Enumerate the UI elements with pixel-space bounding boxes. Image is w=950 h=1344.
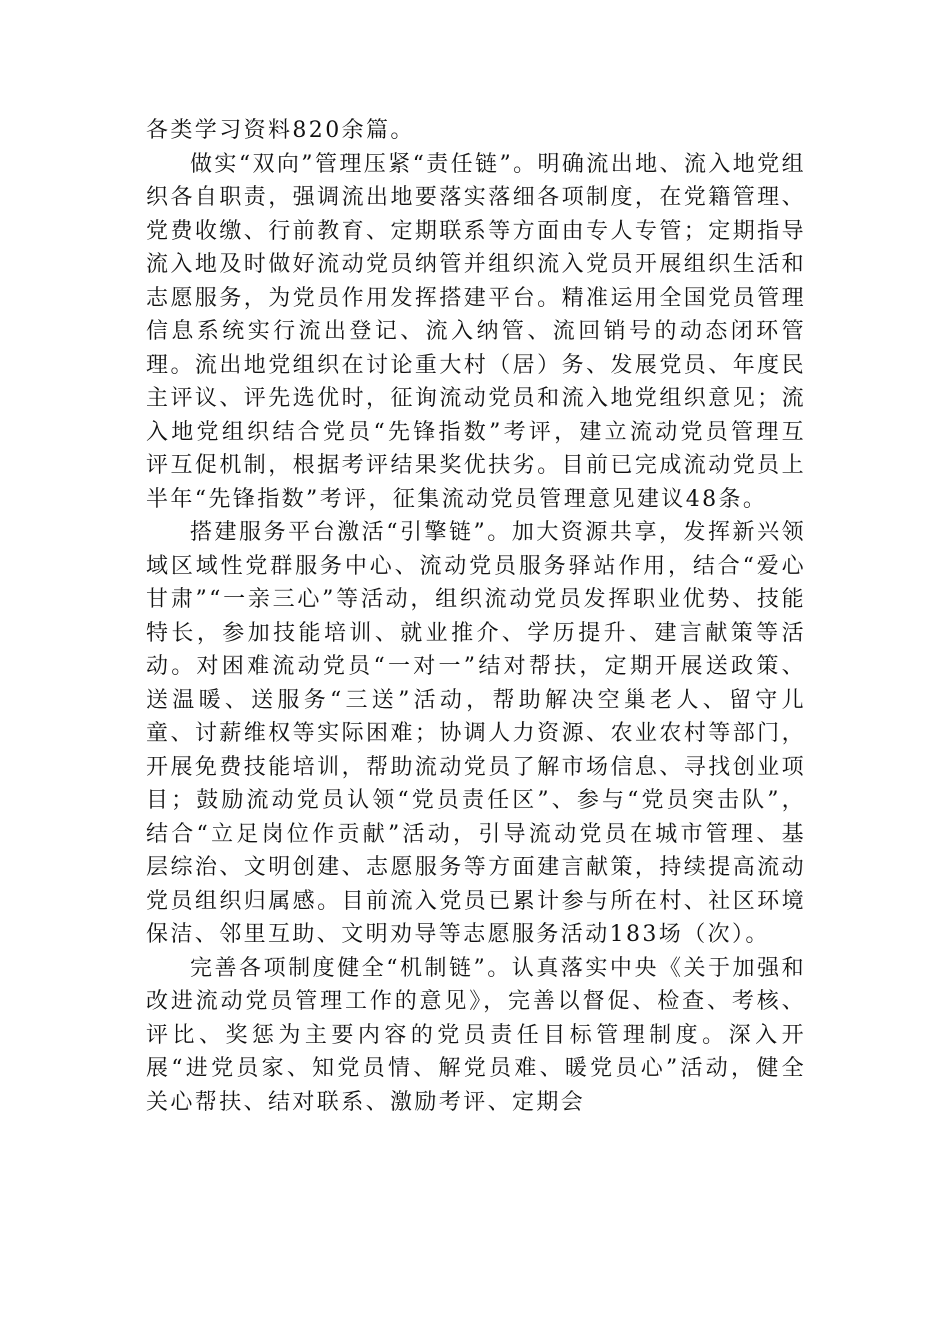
paragraph-mechanism-chain: 完善各项制度健全“机制链”。认真落实中央《关于加强和改进流动党员管理工作的意见》，完善以督促、检查、考核、评比、奖惩为主要内容的党员责任目标管理制度。深入开展“进党员家、知党员情、解党员难、暖党员心”活动，健全关心帮扶、结对联系、激励考评、定期会 xyxy=(146,955,806,1115)
paragraph-continuation: 各类学习资料820余篇。 xyxy=(146,118,415,143)
document-body xyxy=(146,114,806,1119)
paragraph-responsibility-chain: 做实“双向”管理压紧“责任链”。明确流出地、流入地党组织各自职责，强调流出地要落实落细各项制度，在党籍管理、党费收缴、行前教育、定期联系等方面由专人专管；定期指导流入地及时做好流动党员纳管并组织流入党员开展组织生活和志愿服务，为党员作用发挥搭建平台。精准运用全国党员管理信息系统实行流出登记、流入纳管、流回销号的动态闭环管理。流出地党组织在讨论重大村（居）务、发展党员、年度民主评议、评先选优时，征询流动党员和流入地党组织意见；流入地党组织结合党员“先锋指数”考评，建立流动党员管理互评互促机制，根据考评结果奖优扶劣。目前已完成流动党员上半年“先锋指数”考评，征集流动党员管理意见建议48条。 xyxy=(146,151,806,512)
paragraph-engine-chain: 搭建服务平台激活“引擎链”。加大资源共享，发挥新兴领域区域性党群服务中心、流动党员服务驿站作用，结合“爱心甘肃”“一亲三心”等活动，组织流动党员发挥职业优势、技能特长，参加技能培训、就业推介、学历提升、建言献策等活动。对困难流动党员“一对一”结对帮扶，定期开展送政策、送温暖、送服务“三送”活动，帮助解决空巢老人、留守儿童、讨薪维权等实际困难；协调人力资源、农业农村等部门，开展免费技能培训，帮助流动党员了解市场信息、寻找创业项目；鼓励流动党员认领“党员责任区”、参与“党员突击队”，结合“立足岗位作贡献”活动，引导流动党员在城市管理、基层综治、文明创建、志愿服务等方面建言献策，持续提高流动党员组织归属感。目前流入党员已累计参与所在村、社区环境保洁、邻里互助、文明劝导等志愿服务活动183场（次）。 xyxy=(146,520,806,947)
